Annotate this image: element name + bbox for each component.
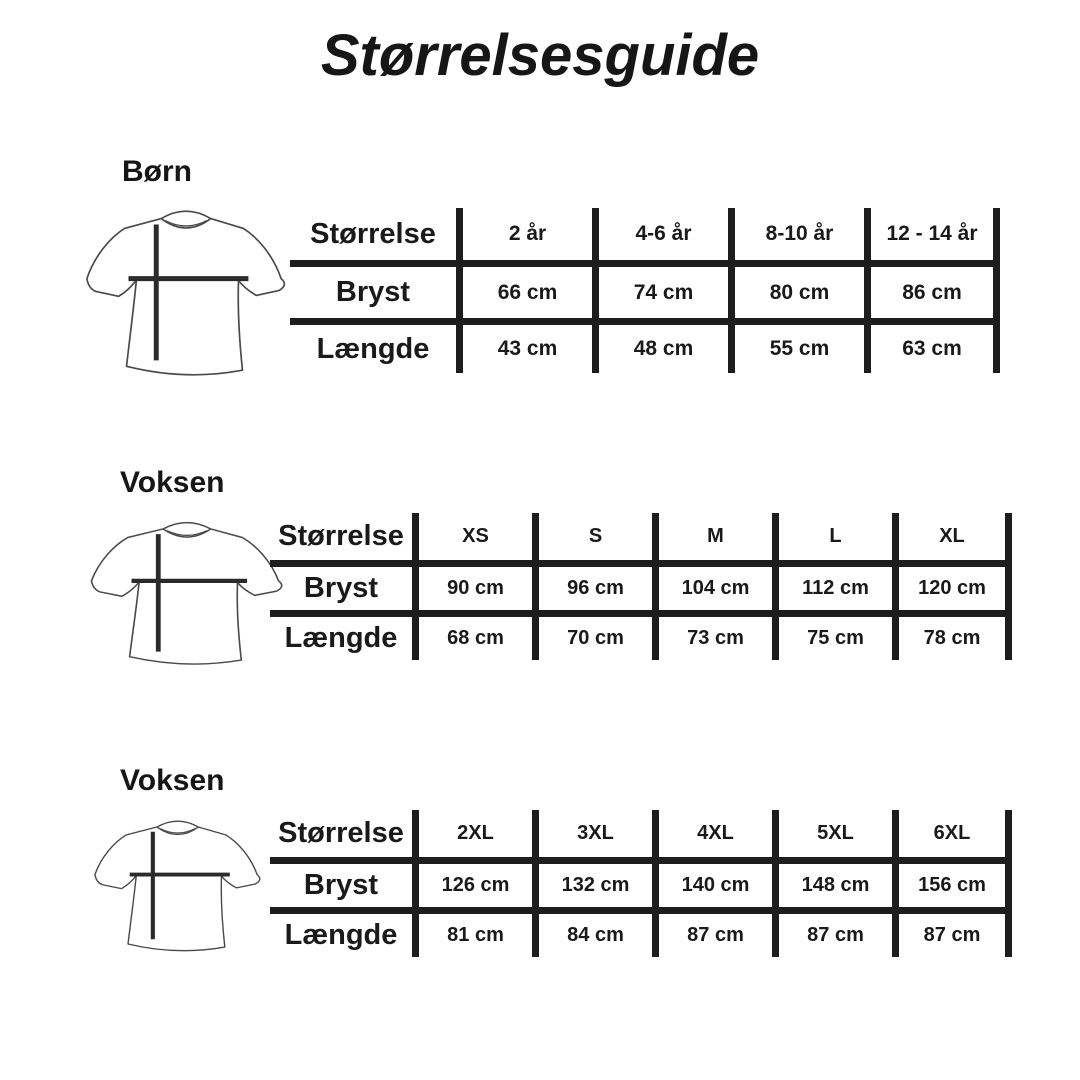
chest-value-cell: 90 cm: [412, 560, 532, 610]
tshirt-icon: [75, 192, 293, 384]
size-header-cell: M: [652, 513, 772, 560]
length-value-cell: 68 cm: [412, 610, 532, 660]
row-label-cell: Bryst: [270, 560, 412, 610]
size-header-cell: 2XL: [412, 810, 532, 857]
section-label-voksen: Voksen: [120, 466, 225, 499]
tshirt-icon: [80, 506, 290, 672]
length-value-cell: 81 cm: [412, 907, 532, 957]
row-label-cell: Størrelse: [278, 817, 404, 849]
length-value-cell: 70 cm: [532, 610, 652, 660]
row-label-cell: Bryst: [270, 857, 412, 907]
size-header-cell: 8-10 år: [728, 208, 864, 260]
size-header-cell: 2 år: [456, 208, 592, 260]
chest-value-cell: 104 cm: [652, 560, 772, 610]
length-value-cell: 48 cm: [592, 318, 728, 373]
length-value-cell: 73 cm: [652, 610, 772, 660]
length-value-cell: 78 cm: [892, 610, 1012, 660]
length-value-cell: 75 cm: [772, 610, 892, 660]
length-value-cell: 87 cm: [892, 907, 1012, 957]
size-table-voksen-xl: [270, 810, 1012, 957]
chest-value-cell: 120 cm: [892, 560, 1012, 610]
size-header-cell: 5XL: [772, 810, 892, 857]
length-value-cell: 63 cm: [864, 318, 1000, 373]
length-value-cell: 87 cm: [772, 907, 892, 957]
tshirt-icon: [85, 806, 267, 958]
chest-value-cell: 156 cm: [892, 857, 1012, 907]
section-label-voksen-xl: Voksen: [120, 764, 225, 797]
length-value-cell: 55 cm: [728, 318, 864, 373]
chest-value-cell: 132 cm: [532, 857, 652, 907]
chest-value-cell: 66 cm: [456, 260, 592, 318]
size-header-cell: L: [772, 513, 892, 560]
chest-value-cell: 112 cm: [772, 560, 892, 610]
row-label-cell: Længde: [270, 610, 412, 660]
chest-value-cell: 96 cm: [532, 560, 652, 610]
chest-value-cell: 140 cm: [652, 857, 772, 907]
size-table-voksen: [270, 513, 1012, 660]
page-title: Størrelsesguide: [320, 23, 760, 88]
row-label-cell: Længde: [270, 907, 412, 957]
size-header-cell: XS: [412, 513, 532, 560]
size-header-cell: 6XL: [892, 810, 1012, 857]
size-header-cell: 4-6 år: [592, 208, 728, 260]
section-label-born: Børn: [122, 155, 192, 188]
length-value-cell: 84 cm: [532, 907, 652, 957]
row-label-cell: Størrelse: [310, 217, 436, 250]
size-header-cell: 3XL: [532, 810, 652, 857]
row-label-cell: Bryst: [290, 260, 456, 318]
size-header-cell: S: [532, 513, 652, 560]
row-label-cell: Længde: [290, 318, 456, 373]
chest-value-cell: 148 cm: [772, 857, 892, 907]
length-value-cell: 43 cm: [456, 318, 592, 373]
size-header-cell: 4XL: [652, 810, 772, 857]
chest-value-cell: 86 cm: [864, 260, 1000, 318]
length-value-cell: 87 cm: [652, 907, 772, 957]
row-label-cell: Størrelse: [278, 520, 404, 552]
chest-value-cell: 74 cm: [592, 260, 728, 318]
size-header-cell: 12 - 14 år: [864, 208, 1000, 260]
size-header-cell: XL: [892, 513, 1012, 560]
chest-value-cell: 80 cm: [728, 260, 864, 318]
chest-value-cell: 126 cm: [412, 857, 532, 907]
size-table-born: [290, 208, 1000, 373]
